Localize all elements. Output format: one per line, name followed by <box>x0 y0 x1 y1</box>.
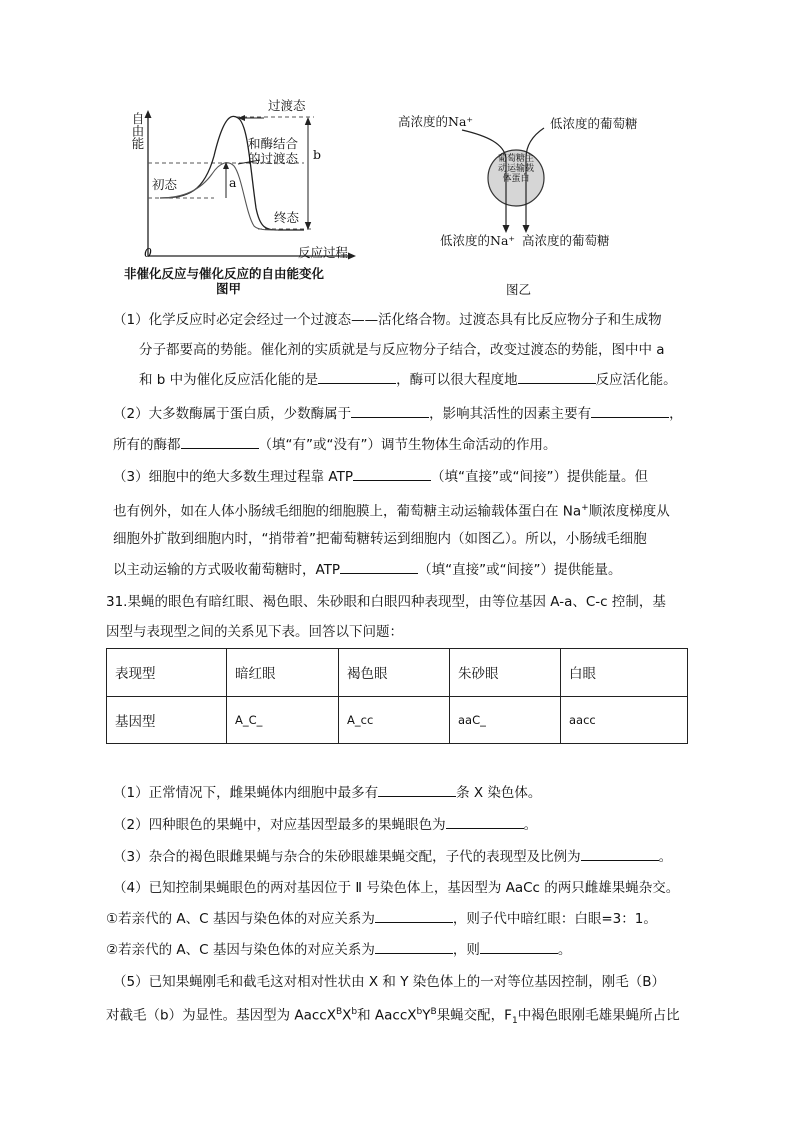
answer-blank[interactable] <box>340 559 418 574</box>
text: （填“直接”或“间接”）提供能量。但 <box>430 469 648 485</box>
figure-free-energy <box>124 96 368 296</box>
figure-cotransport <box>392 106 672 296</box>
text: （3）杂合的褐色眼雌果蝇与杂合的朱砂眼雄果蝇交配，子代的表现型及比例为 <box>113 849 581 865</box>
q31-s3 <box>113 842 693 872</box>
text: ，则 <box>452 942 480 958</box>
table-row <box>107 649 688 697</box>
text: 。 <box>557 942 572 958</box>
superscript: + <box>581 503 589 513</box>
q31-s4: （4）已知控制果蝇眼色的两对基因位于 Ⅱ 号染色体上，基因型为 AaCc 的两只雌雄果蝇杂交。 <box>113 880 680 896</box>
text: 也有例外，如在人体小肠绒毛细胞的细胞膜上，葡萄糖主动运输载体蛋白在 Na <box>113 503 582 520</box>
answer-blank[interactable] <box>446 814 524 829</box>
text: ， <box>669 406 683 422</box>
mark-b-label: b <box>313 147 322 162</box>
answer-blank[interactable] <box>375 908 453 923</box>
q30-p2-line1 <box>113 399 693 429</box>
answer-blank[interactable] <box>181 434 259 449</box>
q31-intro-line2: 因型与表现型之间的关系见下表。回答以下问题： <box>106 624 403 640</box>
q30-p2-line2 <box>113 430 693 460</box>
q30-p1-line1: （1）化学反应时必定会经过一个过渡态——活化络合物。过渡态具有比反应物分子和生成物 <box>113 312 662 328</box>
q31-s4-1 <box>106 904 686 934</box>
text: 。 <box>523 817 538 833</box>
q30-p1-line3 <box>139 365 719 395</box>
q31-s5-line1: （5）已知果蝇刚毛和截毛这对相对性状由 X 和 Y 染色体上的一对等位基因控制，刚毛（B） <box>113 974 666 990</box>
q30-p3-line1 <box>113 462 693 492</box>
text: （1）正常情况下，雌果蝇体内细胞中最多有 <box>113 785 379 801</box>
answer-blank[interactable] <box>581 846 659 861</box>
text: 反应活化能。 <box>595 372 677 388</box>
high-na-label: 高浓度的Na⁺ <box>398 114 473 129</box>
q31-intro-line1: 31.果蝇的眼色有暗红眼、褐色眼、朱砂眼和白眼四种表现型，由等位基因 A-a、C-c 控制，基 <box>106 594 666 610</box>
cotransport-diagram <box>392 106 672 296</box>
enzyme-transition-label-2: 的过渡态 <box>248 151 299 166</box>
text: 以主动运输的方式吸收葡萄糖时，ATP <box>113 562 341 578</box>
text: （填“直接”或“间接”）提供能量。 <box>418 562 622 578</box>
answer-blank[interactable] <box>353 466 431 481</box>
q31-s1 <box>113 778 693 808</box>
table-cell: 褐色眼 <box>339 649 450 697</box>
final-state-label: 终态 <box>274 210 300 225</box>
x-axis-label: 反应过程 <box>298 245 349 260</box>
q30-p3-line2 <box>113 493 693 527</box>
text: 对截毛（b）为显性。基因型为 AaccX <box>106 1007 336 1024</box>
answer-blank[interactable] <box>518 369 596 384</box>
q31-s5-line2 <box>106 997 686 1036</box>
enzyme-transition-label-1: 和酶结合 <box>248 136 299 151</box>
origin-label: 0 <box>144 245 152 260</box>
low-glucose-label: 低浓度的葡萄糖 <box>550 116 638 131</box>
text: 果蝇交配，F <box>436 1007 512 1024</box>
mark-a-label: a <box>229 175 237 190</box>
table-cell: 白眼 <box>561 649 688 697</box>
text: （2）四种眼色的果蝇中，对应基因型最多的果蝇眼色为 <box>113 817 446 833</box>
table-cell: aacc <box>561 696 688 744</box>
text: 顺浓度梯度从 <box>588 503 670 520</box>
text: （填“有”或“没有”）调节生物体生命活动的作用。 <box>258 437 557 453</box>
answer-blank[interactable] <box>480 939 558 954</box>
text: 条 X 染色体。 <box>456 785 542 801</box>
text: （2）大多数酶属于蛋白质，少数酶属于 <box>113 406 352 422</box>
superscript: b <box>416 1007 423 1017</box>
text: （3）细胞中的绝大多数生理过程靠 ATP <box>113 469 353 485</box>
text: X <box>342 1007 352 1024</box>
q31-s2 <box>113 810 693 840</box>
table-cell: 基因型 <box>107 696 227 744</box>
superscript: B <box>335 1007 343 1017</box>
q30-p3-line4 <box>113 555 693 585</box>
answer-blank[interactable] <box>351 403 429 418</box>
y-axis-label: 自由能 <box>130 112 145 150</box>
text: 。 <box>658 849 673 865</box>
text: 所有的酶都 <box>113 437 181 453</box>
q30-p1-line2: 分子都要高的势能。催化剂的实质就是与反应物分子结合，改变过渡态的势能，图中中 a <box>139 342 665 358</box>
text: ②若亲代的 A、C 基因与染色体的对应关系为 <box>106 942 375 958</box>
text: ，酶可以很大程度地 <box>396 372 518 388</box>
answer-blank[interactable] <box>375 939 453 954</box>
superscript: b <box>351 1007 358 1017</box>
low-na-label: 低浓度的Na⁺ <box>440 233 515 248</box>
initial-state-label: 初态 <box>152 177 178 192</box>
high-glucose-label: 高浓度的葡萄糖 <box>522 233 610 248</box>
table-row <box>107 696 688 744</box>
text: Y <box>422 1007 431 1024</box>
text: 中褐色眼刚毛雄果蝇所占比 <box>517 1007 680 1024</box>
text: 和 b 中为催化反应活化能的是 <box>139 372 319 388</box>
genotype-table <box>106 648 688 744</box>
figure-caption-2: 图甲 <box>216 281 242 296</box>
answer-blank[interactable] <box>591 403 669 418</box>
q30-p3-line3: 细胞外扩散到细胞内时，“捎带着”把葡萄糖转运到细胞内（如图乙）。所以，小肠绒毛细胞 <box>113 531 647 547</box>
superscript: B <box>430 1007 437 1017</box>
answer-blank[interactable] <box>378 782 456 797</box>
transition-state-label: 过渡态 <box>268 98 306 113</box>
table-cell: A_cc <box>339 696 450 744</box>
table-cell: A_C_ <box>227 696 339 744</box>
table-cell: 朱砂眼 <box>450 649 561 697</box>
text: ，影响其活性的因素主要有 <box>429 406 592 422</box>
text: 和 AaccX <box>357 1007 417 1024</box>
figure-caption-1: 非催化反应与催化反应的自由能变化 <box>124 266 325 281</box>
table-cell: 暗红眼 <box>227 649 339 697</box>
figure-caption: 图乙 <box>506 282 532 297</box>
carrier-label: 葡萄糖主动运输载体蛋白 <box>497 154 534 184</box>
text: ，则子代中暗红眼：白眼=3：1。 <box>452 911 657 927</box>
q31-s4-2 <box>106 935 686 965</box>
subscript: 1 <box>511 1016 518 1027</box>
table-cell: 表现型 <box>107 649 227 697</box>
answer-blank[interactable] <box>318 369 396 384</box>
text: ①若亲代的 A、C 基因与染色体的对应关系为 <box>106 911 375 927</box>
table-cell: aaC_ <box>450 696 561 744</box>
